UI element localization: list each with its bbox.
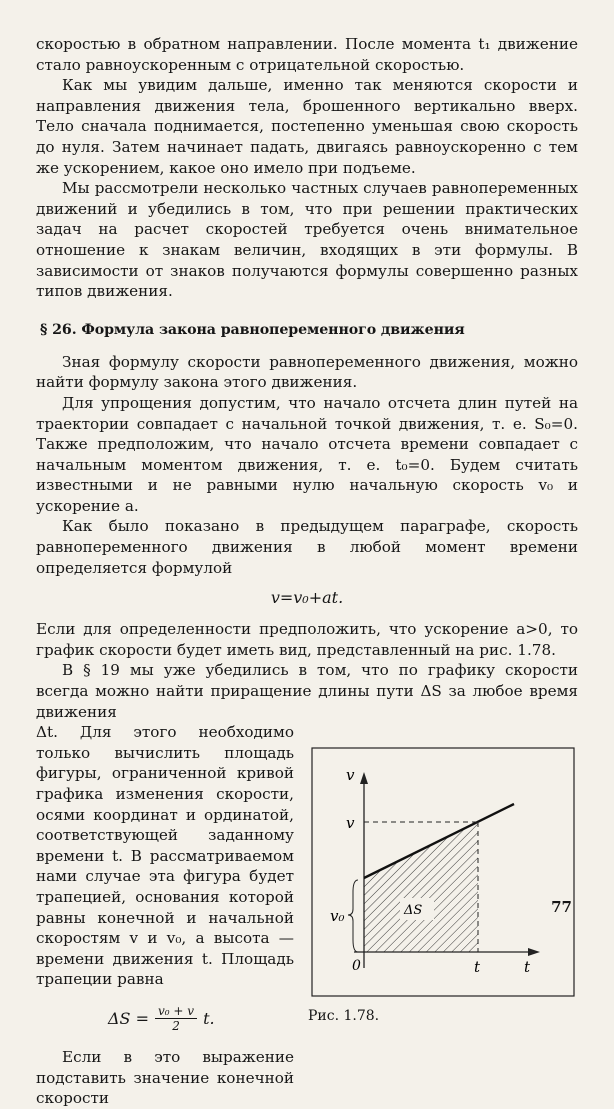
section-heading: § 26. Формула закона равнопеременного движения [40,321,465,338]
area-formula-rhs: t. [203,1008,215,1028]
paragraph-1: скоростью в обратном направлении. После момента t₁ движение стало равноускоренным с отрицательной скоростью. [36,35,578,74]
paragraph-8: В § 19 мы уже убедились в том, что по графику скорости всегда можно найти приращение длины пути ΔS за любое время движения [36,661,578,721]
paragraph-9: Δt. Для этого необходимо только вычислить площадь фигуры, ограниченной кривой графика изменения скорости, осями координат и ординатой, соответствующей заданному времени t. В рассматриваемом нами случае эта фигура будет трапецией, основания которой равны конечной и начальной скоростям v и v₀, а высота — времени движения t. Площадь трапеции равна [36,723,294,989]
velocity-graph [308,722,578,998]
paragraph-7: Если для определенности предположить, что ускорение a>0, то график скорости будет иметь вид, представленный на рис. 1.78. [36,620,578,659]
figure-caption: Рис. 1.78. [308,1008,380,1025]
page-body [36,34,578,1109]
text-with-figure [36,722,578,1109]
t-axis-arrow [528,948,540,956]
area-formula-denominator: 2 [172,1018,180,1033]
area-formula-numerator: v₀ + v [155,1004,197,1019]
paragraph-10: Если в это выражение подставить значение конечной скорости [36,1047,294,1108]
v-axis-label: v [346,766,355,785]
paragraph-3: Мы рассмотрели несколько частных случаев равнопеременных движений и убедились в том, что при решении практических задач на расчет скоростей требуется очень внимательное отношение к знакам величин, входящих в эти формулы. В зависимости от знаков получаются формулы совершенно разных типов движения. [36,179,578,301]
figure-1-78 [308,722,578,1024]
v0-brace [348,880,358,952]
origin-label: 0 [352,958,361,975]
page-number: 77 [551,898,572,916]
v-label: v [346,814,355,833]
area-formula-lhs: ΔS = [108,1008,150,1028]
area-formula [108,1004,294,1033]
t-axis-label: t [524,958,531,977]
v0-label: v₀ [330,907,345,926]
paragraph-2: Как мы увидим дальше, именно так меняются скорости и направления движения тела, брошенного вертикально вверх. Тело сначала поднимается, постепенно уменьшая свою скорость до нуля. Затем начинает падать, двигаясь равноускоренно с тем же ускорением, какое оно имело при подъеме. [36,76,578,177]
paragraph-4: Зная формулу скорости равнопеременного движения, можно найти формулу закона этого движения. [36,352,578,392]
wrapped-text-column [36,722,294,1109]
paragraph-5: Для упрощения допустим, что начало отсчета длин путей на траектории совпадает с начальной точкой движения, т. е. S₀=0. Также предположим, что начало отсчета времени совпадает с начальным моментом движения, т. е. t₀=0. Будем считать известными и не равными нулю начальную скорость v₀ и ускорение a. [36,393,578,515]
paragraph-6: Как было показано в предыдущем параграфе, скорость равнопеременного движения в любой момент времени определяется формулой [36,517,578,577]
v-axis-arrow [360,772,368,784]
area-formula-fraction [155,1004,197,1033]
t-tick-label: t [474,958,481,977]
area-label: ΔS [404,903,423,919]
velocity-formula: v=v₀+at. [270,588,344,608]
area-trapezoid [364,822,478,952]
